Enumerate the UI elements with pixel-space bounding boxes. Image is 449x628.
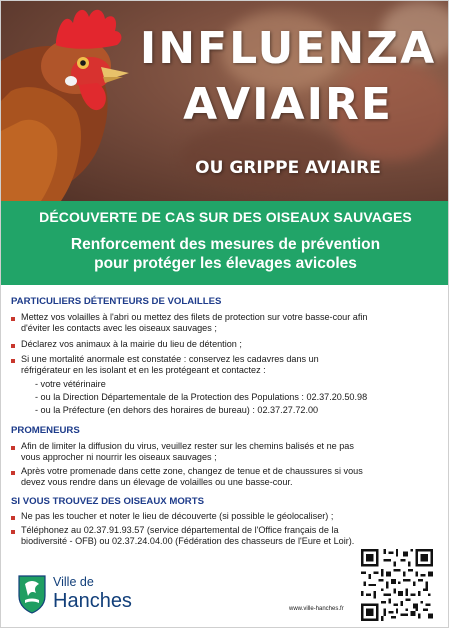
sub-item-prefecture: - ou la Préfecture (en dehors des horaires de bureau) : 02.37.27.72.00 xyxy=(35,405,319,415)
banner-subheading-line2: pour protéger les élevages avicoles xyxy=(94,255,357,272)
bullet-icon xyxy=(11,359,15,363)
list-item-text: Mettez vos volailles à l'abri ou mettez des filets de protection sur votre basse-cour afin xyxy=(21,312,368,322)
hero-title-line2: AVIAIRE xyxy=(183,79,393,130)
hero-banner xyxy=(1,1,449,201)
list-item-promeneurs-2 xyxy=(21,466,439,488)
list-item-text: d'éviter les contacts avec les oiseaux sauvages ; xyxy=(21,323,217,334)
bullet-icon xyxy=(11,317,15,321)
bullet-icon xyxy=(11,446,15,450)
list-item-particuliers-1 xyxy=(21,312,439,334)
qr-code-icon[interactable] xyxy=(361,549,433,621)
list-item-text: Déclarez vos animaux à la mairie du lieu de détention ; xyxy=(21,339,242,349)
list-item-promeneurs-1 xyxy=(21,441,439,463)
list-item-oiseaux-1 xyxy=(21,511,439,522)
banner-subheading-line1: Renforcement des mesures de prévention xyxy=(70,236,381,253)
shield-icon xyxy=(17,574,47,614)
list-item-text: réfrigérateur en les isolant et en les protégeant et contactez : xyxy=(21,365,266,376)
list-item-text: Après votre promenade dans cette zone, changez de tenue et de chaussures si vous xyxy=(21,466,363,476)
hero-subtitle: OU GRIPPE AVIAIRE xyxy=(195,158,381,178)
section-title-promeneurs: PROMENEURS xyxy=(11,425,80,436)
list-item-text: Ne pas les toucher et noter le lieu de découverte (si possible le géolocaliser) ; xyxy=(21,511,334,521)
list-item-text: biodiversité - OFB) ou 02.37.24.04.00 (Fédération des chasseurs de l'Eure et Loir). xyxy=(21,536,355,547)
hero-title-line1: INFLUENZA xyxy=(139,23,437,74)
list-item-text: Si une mortalité anormale est constatée : conservez les cadavres dans un xyxy=(21,354,319,364)
section-title-oiseaux-morts: SI VOUS TROUVEZ DES OISEAUX MORTS xyxy=(11,496,204,507)
list-item-text: Afin de limiter la diffusion du virus, veuillez rester sur les chemins balisés et ne pas xyxy=(21,441,354,451)
bullet-icon xyxy=(11,516,15,520)
section-title-particuliers: PARTICULIERS DÉTENTEURS DE VOLAILLES xyxy=(11,296,222,307)
list-item-text: devez vous rendre dans un élevage de volailles ou une basse-cour. xyxy=(21,477,293,488)
banner-subheading xyxy=(1,235,449,273)
bullet-icon xyxy=(11,530,15,534)
logo-town-name: Hanches xyxy=(53,590,132,612)
sub-item-veterinaire: - votre vétérinaire xyxy=(35,379,106,389)
banner-heading: DÉCOUVERTE DE CAS SUR DES OISEAUX SAUVAGES xyxy=(39,209,412,225)
list-item-particuliers-3 xyxy=(21,354,439,376)
logo-ville-label: Ville de xyxy=(53,575,94,589)
list-item-text: Téléphonez au 02.37.91.93.57 (service départemental de l'Office français de la xyxy=(21,525,339,535)
bullet-icon xyxy=(11,344,15,348)
green-banner xyxy=(1,201,449,285)
bullet-icon xyxy=(11,471,15,475)
list-item-particuliers-2 xyxy=(21,339,439,350)
list-item-oiseaux-2 xyxy=(21,525,439,547)
sub-item-ddpp: - ou la Direction Départementale de la Protection des Populations : 02.37.20.50.98 xyxy=(35,392,368,402)
list-item-text: vous approcher ni nourrir les oiseaux sauvages ; xyxy=(21,452,217,463)
website-link[interactable]: www.ville-hanches.fr xyxy=(289,606,344,612)
